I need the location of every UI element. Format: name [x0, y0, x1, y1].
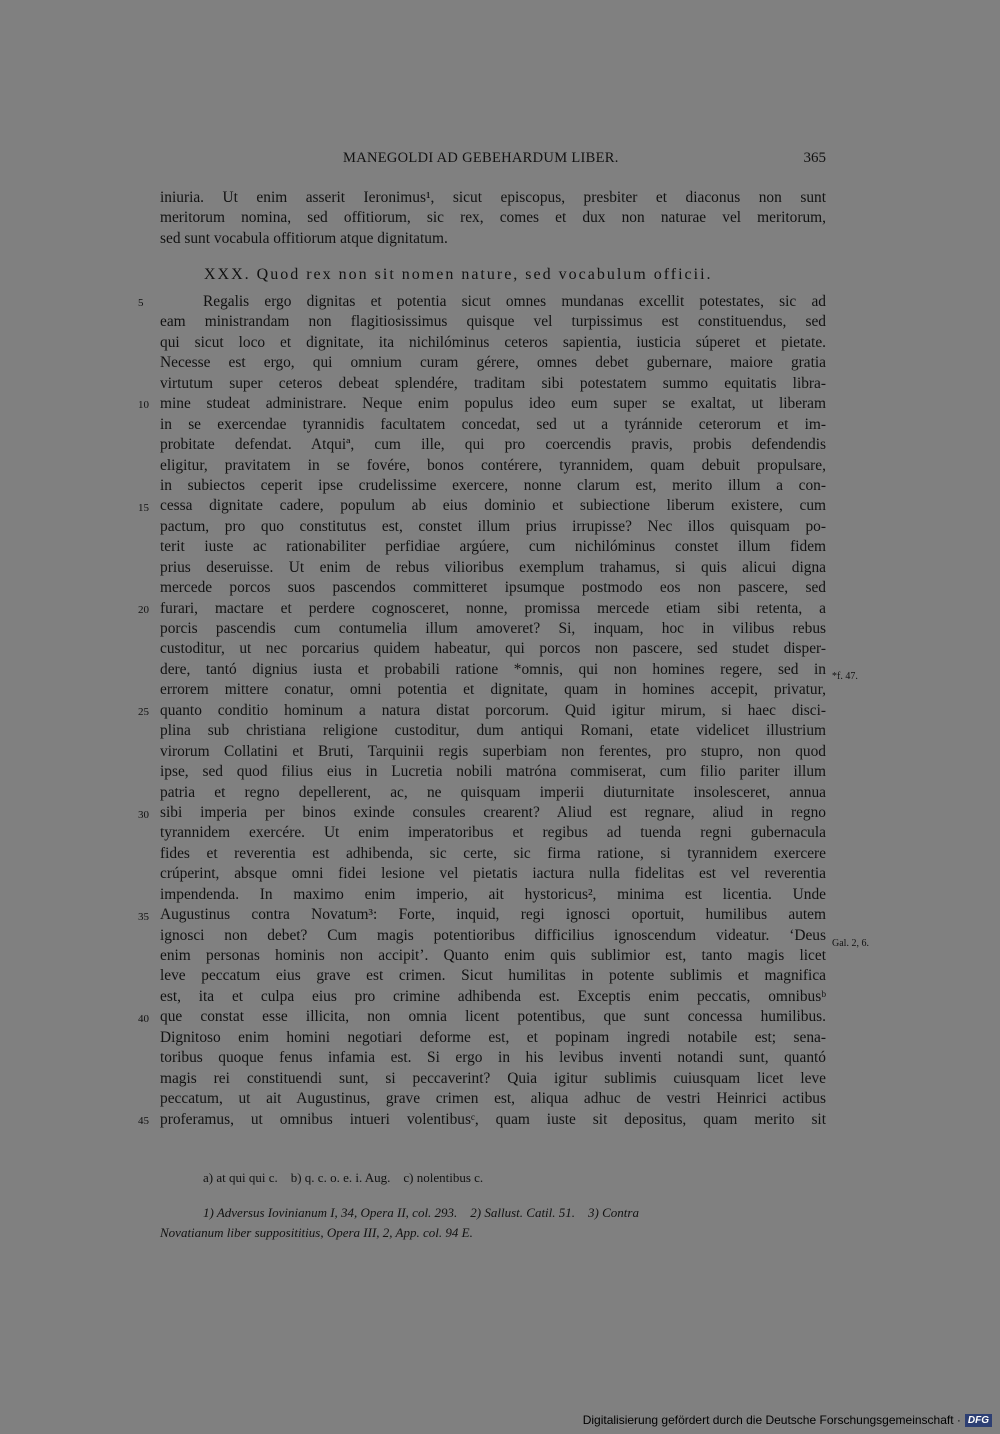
text-line: Necesse est ergo, qui omnium curam gérere, omnes debet gubernare, maiore gratia: [160, 354, 826, 372]
text-line: sed sunt vocabula offitiorum atque dignitatum.: [160, 229, 448, 247]
text-line: toribus quoque fenus infamia est. Si ergo in his levibus inventi notandi sunt, quantó: [160, 1049, 826, 1067]
text-line: Regalis ergo dignitas et potentia sicut omnes mundanas excellit potestates, sic ad: [203, 293, 826, 310]
text-line: mine studeat administrare. Neque enim populus ideo eum super se exaltat, ut liberam: [160, 395, 826, 413]
text-line: terit iuste ac rationabiliter perfidiae argúere, cum nichilóminus constet illum fidem: [160, 538, 826, 556]
running-title: MANEGOLDI AD GEBEHARDUM LIBER.: [343, 150, 619, 166]
page-header: [160, 150, 826, 174]
source-footnotes: [160, 1203, 826, 1243]
text-line: probitate defendat. Atquiª, cum ille, qui pro coercendis pravis, probis defendendis: [160, 436, 826, 454]
text-line: virtutum super ceteros debeat splendére, traditam sibi potestatem summo equitatis libra-: [160, 374, 826, 392]
text-line: eligitur, pravitatem in se fovére, bonos contérere, tyrannidem, quam debuit propulsare,: [160, 456, 826, 474]
text-line: fides et reverentia est adhibenda, sic certe, sic firma ratione, si tyrannidem exercere: [160, 844, 826, 862]
text-line: sibi imperia per binos exinde consules crearent? Aliud est regnare, aliud in regno: [160, 803, 826, 821]
text-line: ignosci non debet? Cum magis potentioribus difficilius ignoscendum videatur. ‘Deus: [160, 926, 826, 944]
text-line: impendenda. In maximo enim imperio, ait hystoricus², minima est licentia. Unde: [160, 885, 826, 903]
line-number: 5: [138, 297, 144, 309]
text-line: mercede porcos suos pascendos committeret ipsumque postmodo eos non pascere, sed: [160, 579, 826, 597]
text-line: errorem mittere conatur, omni potentia et dignitate, quam in homines accepit, privatur,: [160, 681, 826, 699]
apparatus-line: a) at qui qui c. b) q. c. o. e. i. Aug. c) nolentibus c.: [203, 1170, 484, 1185]
text-line: enim personas hominis non accipit’. Quanto enim quis sublimior est, tanto magis licet: [160, 947, 826, 964]
text-line: ipse, sed quod filius eius in Lucretia nobili matróna commiserat, cum filio pariter illum: [160, 763, 826, 781]
credit-text: Digitalisierung gefördert durch die Deutsche Forschungsgemeinschaft ·: [582, 1413, 961, 1427]
margin-note-reference: Gal. 2, 6.: [832, 938, 869, 949]
text-line: est, ita et culpa eius pro crimine adhibenda est. Exceptis enim peccatis, omnibusᵇ: [160, 987, 826, 1005]
text-line: in se exercendae tyrannidis facultatem concedat, sed ut a tyránnide ceterorum et im-: [160, 415, 826, 433]
text-line: cessa dignitate cadere, populum ab eius dominio et subiectione liberum existere, cum: [160, 497, 826, 515]
text-line: virorum Collatini et Bruti, Tarquinii regis superbiam non ferentes, pro stupro, non quod: [160, 742, 826, 760]
dfg-logo: DFG: [965, 1414, 992, 1427]
line-number: 20: [138, 604, 149, 616]
footnote-line: 1) Adversus Iovinianum I, 34, Opera II, col. 293. 2) Sallust. Catil. 51. 3) Contra: [203, 1205, 639, 1220]
line-number: 10: [138, 399, 149, 411]
line-number: 15: [138, 502, 149, 514]
text-line: in subiectos ceperit ipse crudelissime exercere, nonne clarum est, merito illum a con-: [160, 476, 826, 494]
text-line: proferamus, ut omnibus intueri volentibusᶜ, quam iuste sit depositus, quam merito sit: [160, 1110, 826, 1128]
line-number: 25: [138, 706, 149, 718]
text-line: dere, tantó dignius iusta et probabili ratione *omnis, qui non homines regere, sed in: [160, 660, 826, 678]
line-number: 30: [138, 809, 149, 821]
text-line: eam ministrandam non flagitiosissimus quisque vel turpissimus est constituendus, sed: [160, 313, 826, 331]
text-line: pactum, pro quo constitutus est, constet illum prius irrupisse? Nec illos quisquam po-: [160, 517, 826, 535]
text-line: Dignitoso enim homini negotiari deforme est, et popinam ingredi notabile est; sena-: [160, 1028, 826, 1046]
intro-paragraph: [160, 188, 826, 249]
text-line: furari, mactare et perdere cognosceret, nonne, promissa mercede etiam sibi retenta, a: [160, 599, 826, 617]
margin-note-folio: *f. 47.: [832, 671, 858, 682]
text-line: porcis pascendis cum contumelia illum amoveret? Si, inquam, hoc in vilibus rebus: [160, 620, 826, 637]
text-line: peccatum, ut ait Augustinus, grave crimen est, aliqua adhuc de vestri Heinrici actibus: [160, 1090, 826, 1108]
text-line: leve peccatum eius grave est crimen. Sicut humilitas in potente sublimis et magnifica: [160, 967, 826, 985]
page-number: 365: [803, 150, 826, 166]
text-line: iniuria. Ut enim asserit Ieronimus¹, sicut episcopus, presbiter et diaconus non sunt: [160, 189, 826, 206]
critical-apparatus: [160, 1168, 826, 1188]
text-line: plina sub christiana religione custoditur, dum antiqui Romani, etate videlicet illustrium: [160, 722, 826, 740]
footnote-line: Novatianum liber supposititius, Opera III, 2, App. col. 94 E.: [160, 1225, 473, 1240]
text-line: tyrannidem exercére. Ut enim imperatoribus et regibus ad tuenda regni gubernacula: [160, 824, 826, 842]
text-line: qui sicut loco et dignitate, ita nichilóminus ceteros sapientia, iusticia súperet et pietate.: [160, 333, 826, 351]
text-line: prius deseruisse. Ut enim de rebus vilioribus exemplum trahamus, si quis alicui digna: [160, 558, 826, 576]
line-number: 45: [138, 1115, 149, 1127]
line-number: 35: [138, 911, 149, 923]
line-number: 40: [138, 1013, 149, 1025]
text-line: Augustinus contra Novatum³: Forte, inquid, regi ignosci oportuit, humilibus autem: [160, 906, 826, 924]
digitization-credit: [583, 1412, 992, 1428]
text-line: magis rei constituendi sunt, si peccaverint? Quia igitur sublimis cuiusquam licet leve: [160, 1069, 826, 1087]
text-line: custoditur, ut nec porcarius quidem habeatur, qui porcos non pascere, sed studet disper-: [160, 640, 826, 658]
text-line: crúperint, absque omni fidei lesione vel pietatis iactura nulla fidelitas est vel reverentia: [160, 865, 826, 883]
text-line: meritorum nomina, sed offitiorum, sic rex, comes et dux non naturae vel meritorum,: [160, 209, 826, 227]
main-text: [160, 292, 826, 1130]
chapter-heading: XXX. Quod rex non sit nomen nature, sed vocabulum officii.: [204, 266, 713, 283]
text-line: que constat esse illicita, non omnia licent potentibus, que sunt concessa humilibus.: [160, 1008, 826, 1026]
text-line: quanto conditio hominum a natura distat porcorum. Quid igitur mirum, si haec disci-: [160, 701, 826, 719]
text-line: patria et regno depellerent, ac, ne quisquam imperii diuturnitate insolesceret, annua: [160, 783, 826, 801]
